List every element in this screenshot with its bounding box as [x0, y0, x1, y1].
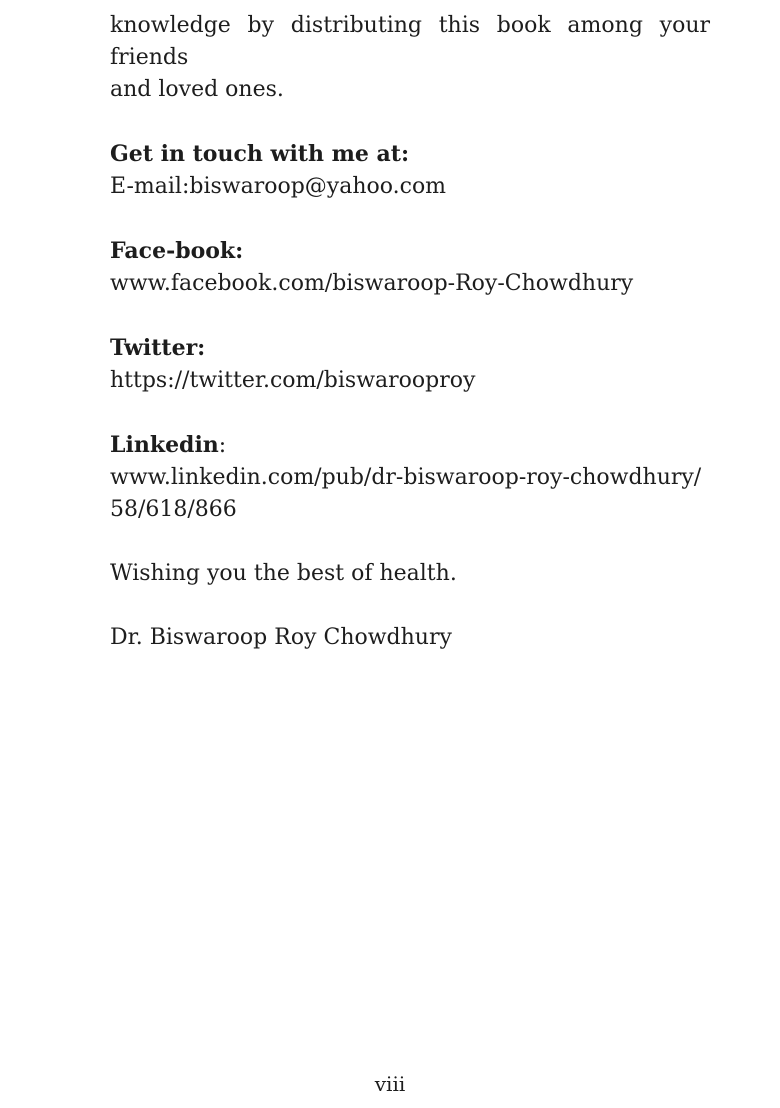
intro-line-1: knowledge by distributing this book among your friends [110, 13, 710, 70]
linkedin-url-line-2: 58/618/866 [110, 497, 237, 522]
closing-wish [110, 558, 710, 590]
email-address: E-mail:biswaroop@yahoo.com [110, 174, 447, 199]
signature [110, 622, 710, 654]
page-number: viii [374, 1072, 406, 1096]
contact-section [110, 138, 710, 203]
linkedin-section [110, 429, 710, 526]
twitter-heading: Twitter: [110, 335, 206, 361]
contact-heading: Get in touch with me at: [110, 141, 410, 167]
intro-paragraph [110, 10, 710, 106]
closing-wish-text: Wishing you the best of health. [110, 561, 457, 586]
intro-line-2: and loved ones. [110, 77, 284, 102]
facebook-heading: Face-book: [110, 238, 244, 264]
linkedin-heading: Linkedin: [110, 432, 227, 458]
twitter-section [110, 332, 710, 397]
linkedin-url-line-1: www.linkedin.com/pub/dr-biswaroop-roy-chowdhury/ [110, 465, 702, 490]
signature-text: Dr. Biswaroop Roy Chowdhury [110, 625, 452, 650]
twitter-url: https://twitter.com/biswarooproy [110, 368, 476, 393]
facebook-url: www.facebook.com/biswaroop-Roy-Chowdhury [110, 271, 634, 296]
page-content [110, 10, 710, 654]
facebook-section [110, 235, 710, 300]
